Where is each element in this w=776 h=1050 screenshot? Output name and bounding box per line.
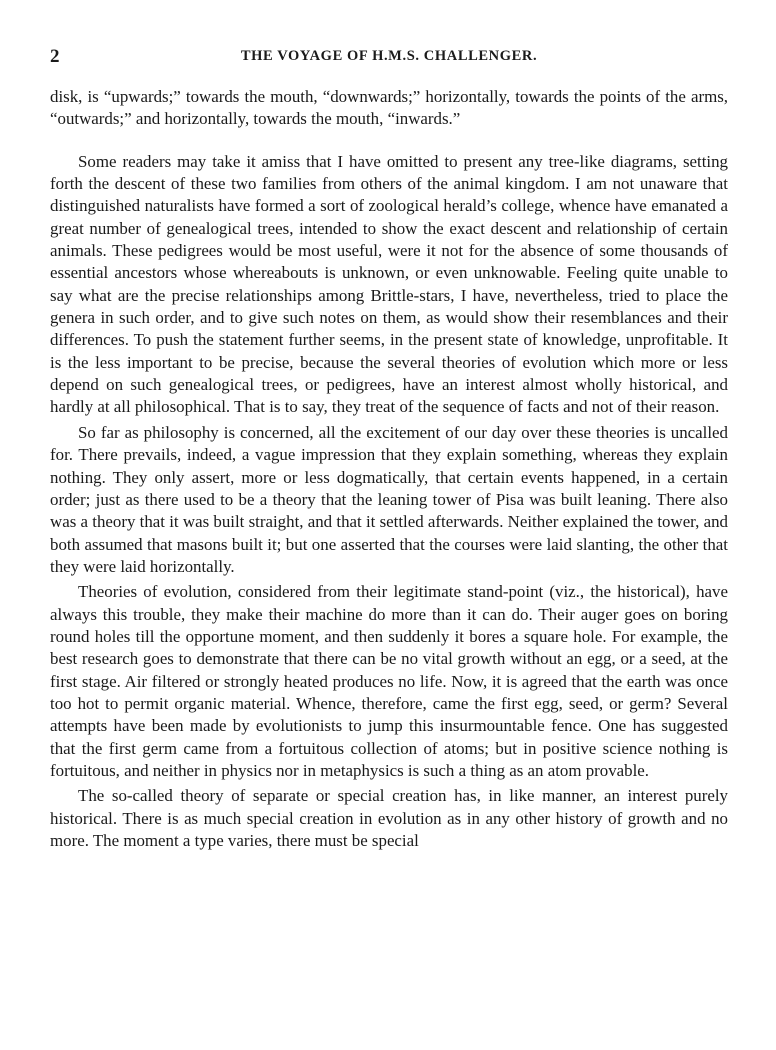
running-title: THE VOYAGE OF H.M.S. CHALLENGER. — [240, 48, 538, 64]
paragraph-philosophy: So far as philosophy is concerned, all the excitement of our day over these theories is uncalled for. There prevails, indeed, a vague impression that they explain something, whereas they explain nothing. They only assert, more or less dogmatically, that certain events happened, in a certain order; just as there used to be a theory that the leaning tower of Pisa was built leaning. There also was a theory that it was built straight, and that it settled afterwards. Neither explained the tower, and both assumed that masons built it; but one asserted that the courses were laid slanting, the other that they were laid horizontally. — [50, 422, 728, 576]
page-number: 2 — [50, 46, 60, 67]
paragraph-continued: disk, is “upwards;” towards the mouth, “downwards;” horizontally, towards the points of the arms, “outwards;” and horizontally, towards the mouth, “inwards.” — [50, 87, 728, 129]
body-text — [50, 86, 728, 852]
page-header — [50, 44, 728, 68]
paragraph-genealogical-trees: Some readers may take it amiss that I have omitted to present any tree-like diagrams, setting forth the descent of these two families from others of the animal kingdom. I am not unaware that distinguished naturalists have formed a sort of zoological herald’s college, whence have emanated a great number of genealogical trees, intended to show the exact descent and relationship of certain animals. These pedigrees would be most useful, were it not for the absence of some thousands of essential ancestors whose whereabouts is unknown, or even unknowable. Feeling quite unable to say what are the precise relationships among Brittle-stars, I have, nevertheless, tried to place the genera in such order, and to give such notes on them, as would show their resemblances and their differences. To push the statement further seems, in the present state of knowledge, unprofitable. It is the less important to be precise, because the several theories of evolution which more or less depend on such genealogical trees, or pedigrees, have an interest almost wholly historical, and hardly at all philosophical. That is to say, they treat of the sequence of facts and not of their reason. — [50, 151, 728, 417]
paragraph-theories-of-evolution: Theories of evolution, considered from their legitimate stand-point (viz., the historical), have always this trouble, they make their machine do more than it can do. Their auger goes on boring round holes till the opportune moment, and then suddenly it bores a square hole. For example, the best research goes to demonstrate that there can be no vital growth without an egg, or a seed, at the first stage. Air filtered or strongly heated produces no life. Now, it is agreed that the earth was once too hot to permit organic material. Whence, therefore, came the first egg, seed, or germ? Several attempts have been made by evolutionists to jump this insurmountable fence. One has suggested that the first germ came from a fortuitous collection of atoms; but in positive science nothing is fortuitous, and neither in physics nor in metaphysics is such a thing as an atom provable. — [50, 582, 728, 780]
paragraph-special-creation: The so-called theory of separate or special creation has, in like manner, an interest purely historical. There is as much special creation in evolution as in any other history of growth and no more. The moment a type varies, there must be special — [50, 786, 728, 850]
